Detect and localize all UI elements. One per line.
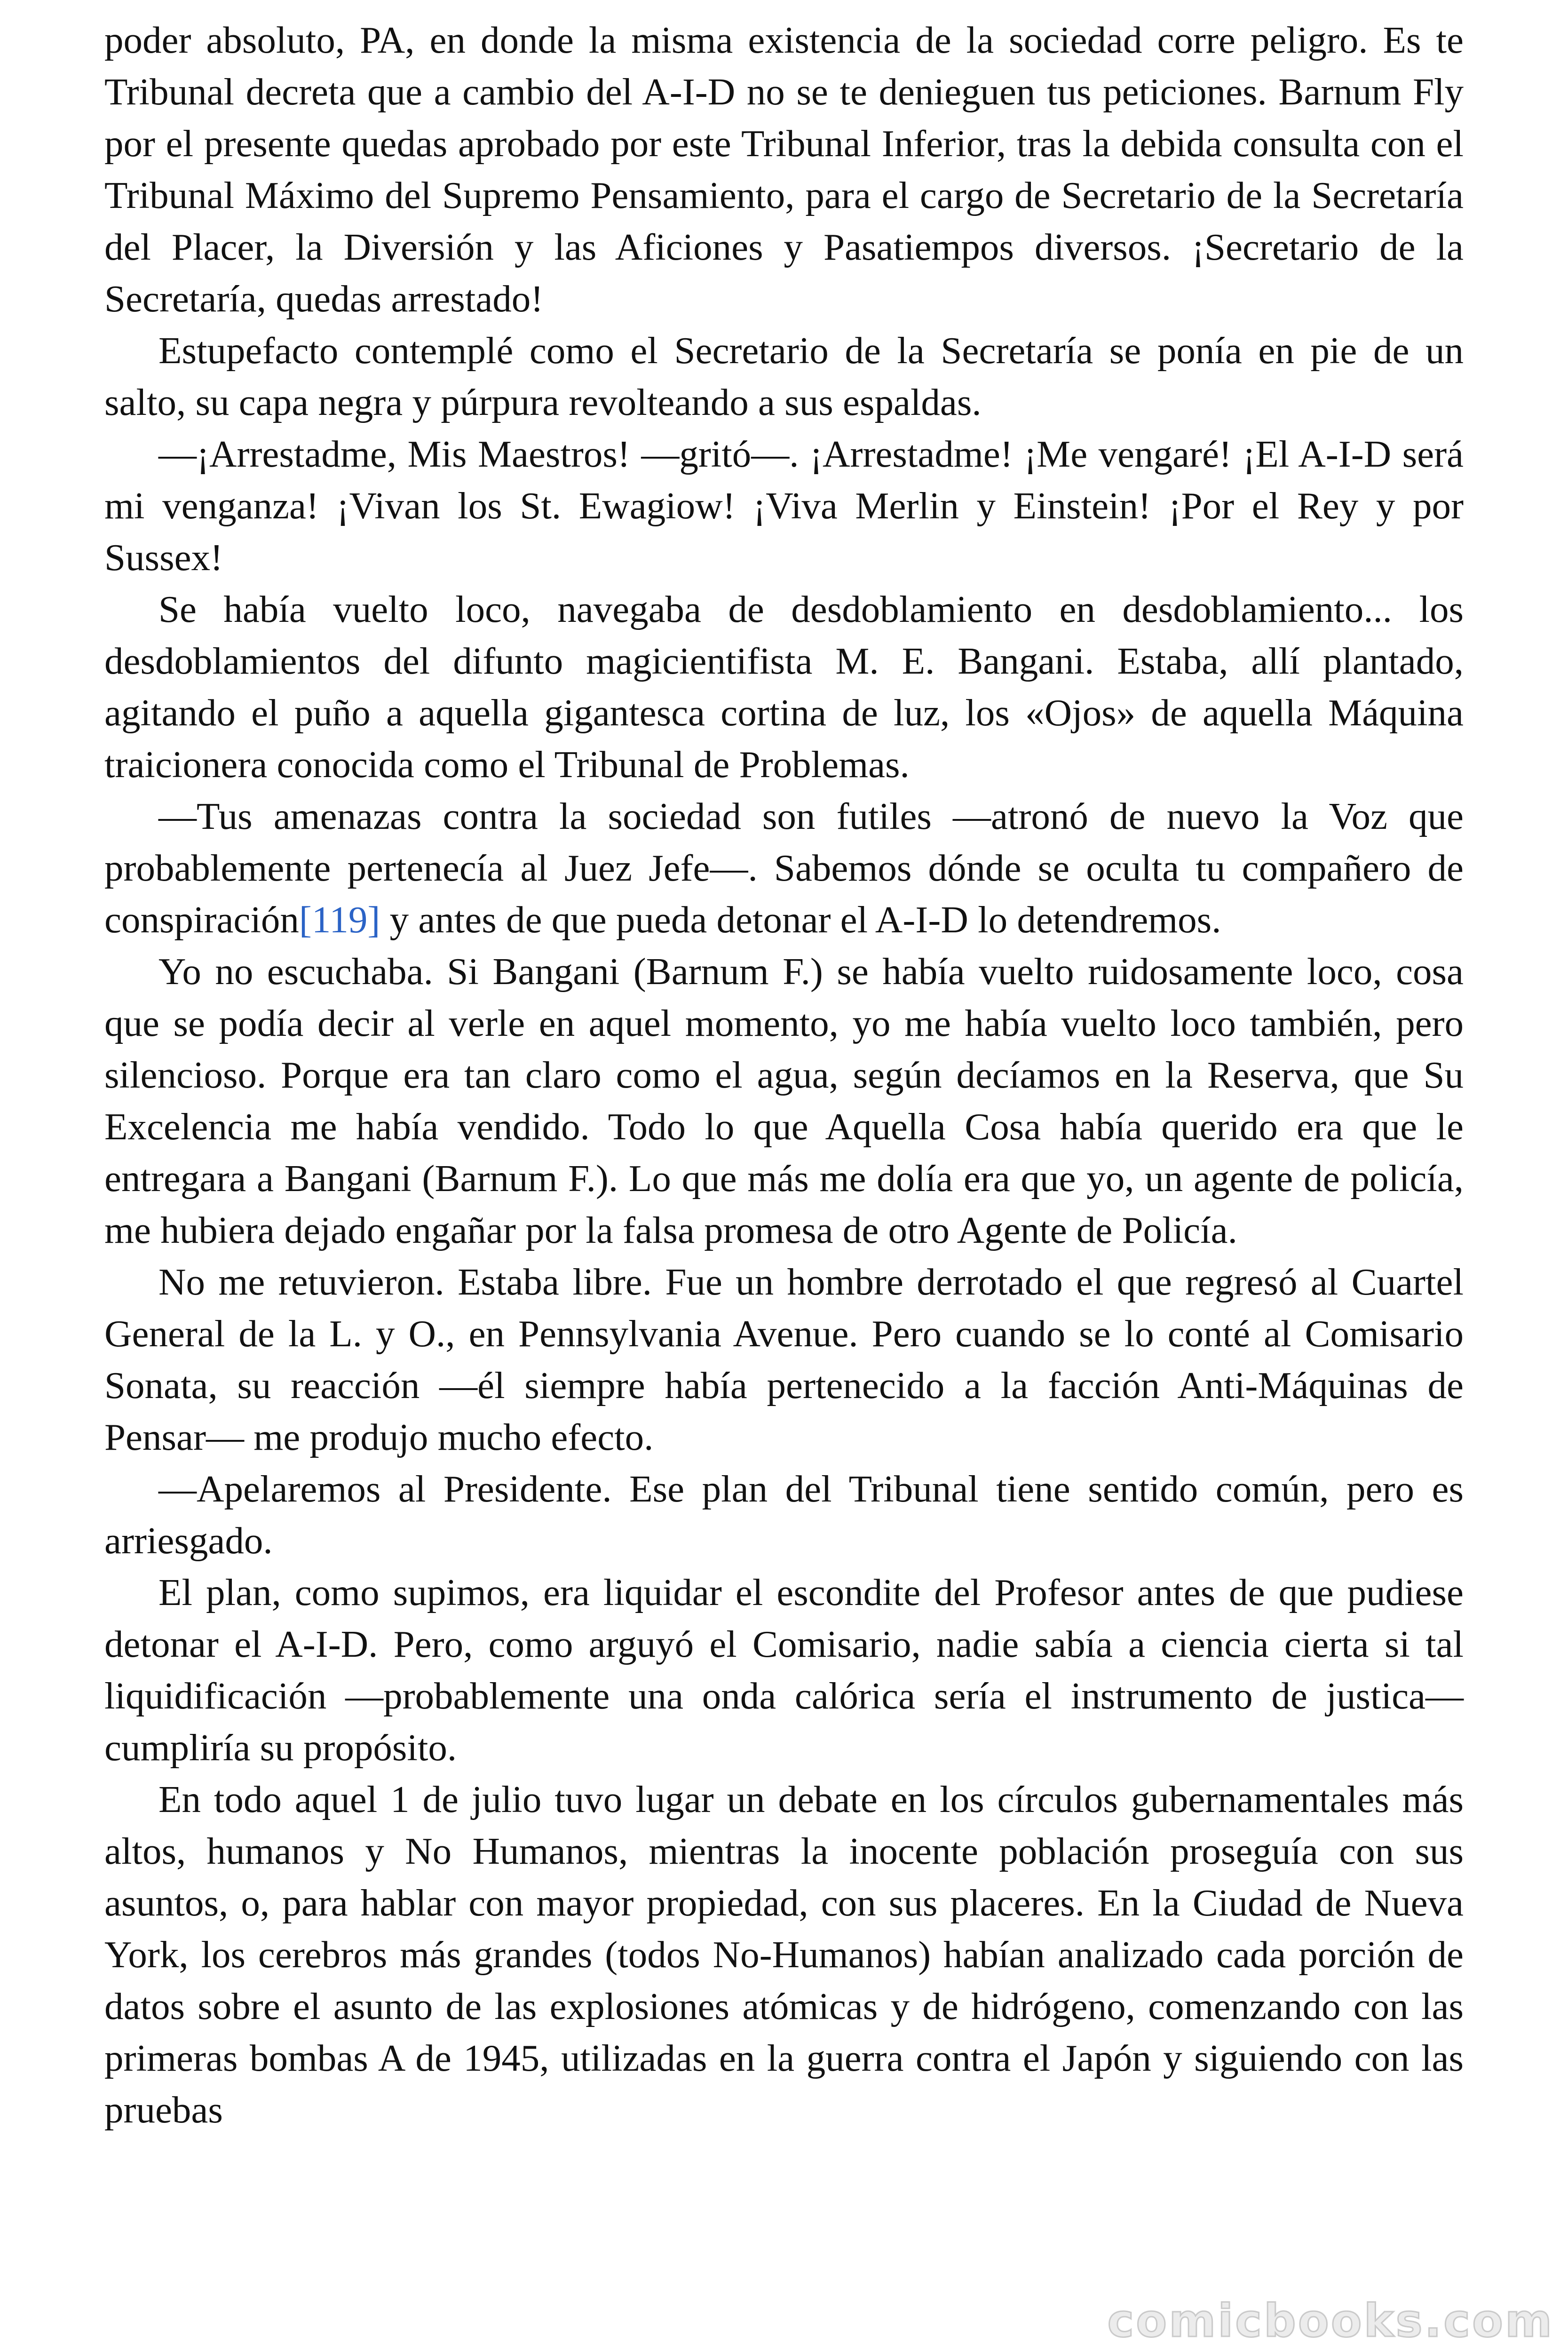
paragraph-text: —¡Arrestadme, Mis Maestros! —gritó—. ¡Arrestadme! ¡Me vengaré! ¡El A-I-D será mi venganza! ¡Vivan los St. Ewagiow! ¡Viva Merlin y Einstein! ¡Por el Rey y por Sussex!	[104, 433, 1464, 579]
paragraph-text: En todo aquel 1 de julio tuvo lugar un debate en los círculos gubernamentales más altos, humanos y No Humanos, mientras la inocente población proseguía con sus asuntos, o, para hablar con mayor propiedad, con sus placeres. En la Ciudad de Nueva York, los cerebros más grandes (todos No-Humanos) habían analizado cada porción de datos sobre el asunto de las explosiones atómicas y de hidrógeno, comenzando con las primeras bombas A de 1945, utilizadas en la guerra contra el Japón y siguiendo con las pruebas	[104, 1778, 1464, 2131]
paragraph	[104, 1566, 1464, 1773]
paragraph-text: Se había vuelto loco, navegaba de desdoblamiento en desdoblamiento... los desdoblamientos del difunto magicientifista M. E. Bangani. Estaba, allí plantado, agitando el puño a aquella gigantesca cortina de luz, los «Ojos» de aquella Máquina traicionera conocida como el Tribunal de Problemas.	[104, 588, 1464, 786]
paragraph	[104, 428, 1464, 583]
paragraph-text: No me retuvieron. Estaba libre. Fue un hombre derrotado el que regresó al Cuartel General de la L. y O., en Pennsylvania Avenue. Pero cuando se lo conté al Comisario Sonata, su reacción —él siempre había pertenecido a la facción Anti-Máquinas de Pensar— me produjo mucho efecto.	[104, 1261, 1464, 1458]
paragraph	[104, 325, 1464, 428]
paragraph	[104, 790, 1464, 946]
paragraph	[104, 1773, 1464, 2136]
paragraph	[104, 1463, 1464, 1566]
paragraph-text: poder absoluto, PA, en donde la misma existencia de la sociedad corre peligro. Es te Tribunal decreta que a cambio del A-I-D no se te denieguen tus peticiones. Barnum Fly por el presente quedas aprobado por este Tribunal Inferior, tras la debida consulta con el Tribunal Máximo del Supremo Pensamiento, para el cargo de Secretario de la Secretaría del Placer, la Diversión y las Aficiones y Pasatiempos diversos. ¡Secretario de la Secretaría, quedas arrestado!	[104, 19, 1464, 320]
watermark: comicbooks.com	[1107, 2295, 1554, 2347]
body-text	[104, 14, 1464, 2136]
paragraph-text: El plan, como supimos, era liquidar el escondite del Profesor antes de que pudiese detonar el A-I-D. Pero, como arguyó el Comisario, nadie sabía a ciencia cierta si tal liquidificación —probablemente una onda calórica sería el instrumento de justica— cumpliría su propósito.	[104, 1571, 1464, 1769]
paragraph	[104, 1256, 1464, 1463]
paragraph	[104, 583, 1464, 790]
footnote-link[interactable]: [119]	[299, 898, 380, 941]
paragraph-text: —Tus amenazas contra la sociedad son futiles —atronó de nuevo la Voz que probablemente pertenecía al Juez Jefe—. Sabemos dónde se oculta tu compañero de conspiración	[104, 795, 1464, 941]
paragraph-text: y antes de que pueda detonar el A-I-D lo detendremos.	[380, 898, 1221, 941]
paragraph-text: Estupefacto contemplé como el Secretario de la Secretaría se ponía en pie de un salto, su capa negra y púrpura revolteando a sus espaldas.	[104, 329, 1464, 423]
paragraph	[104, 946, 1464, 1256]
paragraph-text: —Apelaremos al Presidente. Ese plan del Tribunal tiene sentido común, pero es arriesgado.	[104, 1468, 1464, 1562]
paragraph-text: Yo no escuchaba. Si Bangani (Barnum F.) se había vuelto ruidosamente loco, cosa que se podía decir al verle en aquel momento, yo me había vuelto loco también, pero silencioso. Porque era tan claro como el agua, según decíamos en la Reserva, que Su Excelencia me había vendido. Todo lo que Aquella Cosa había querido era que le entregara a Bangani (Barnum F.). Lo que más me dolía era que yo, un agente de policía, me hubiera dejado engañar por la falsa promesa de otro Agente de Policía.	[104, 950, 1464, 1251]
paragraph	[104, 14, 1464, 325]
